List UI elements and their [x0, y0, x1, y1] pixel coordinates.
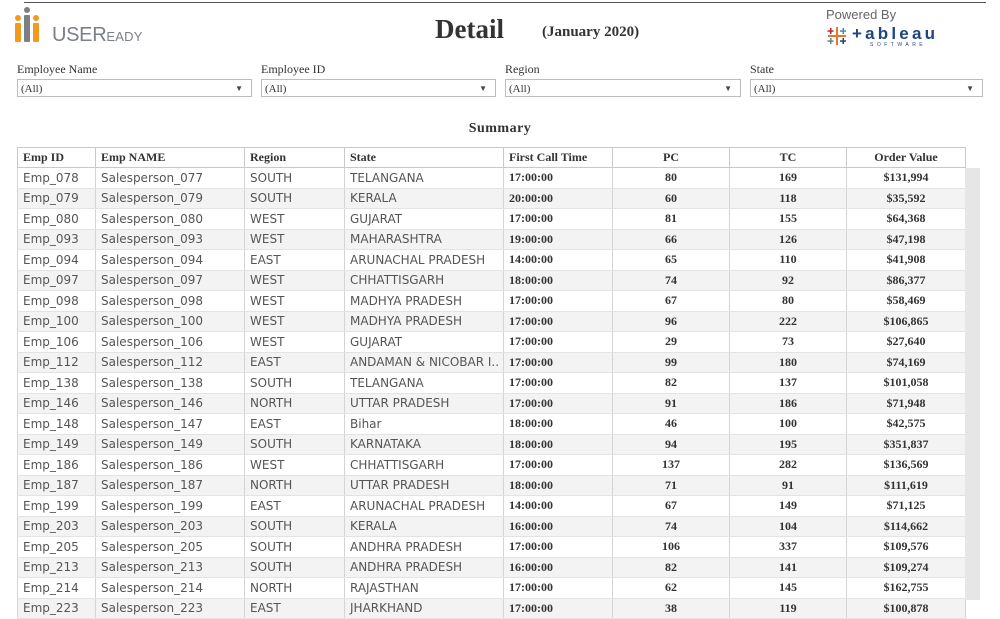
cell-tc: 118 [730, 188, 847, 209]
cell-emp-name: Salesperson_097 [96, 270, 245, 291]
cell-first-call-time: 16:00:00 [504, 557, 613, 578]
cell-order-value: $162,755 [847, 578, 966, 599]
cell-emp-id: Emp_213 [18, 557, 96, 578]
summary-title: Summary [468, 121, 532, 136]
table-row[interactable] [18, 434, 966, 455]
cell-tc: 137 [730, 373, 847, 394]
cell-region: EAST [245, 496, 345, 517]
chevron-down-icon: ▼ [966, 84, 974, 93]
cell-region: SOUTH [245, 168, 345, 189]
cell-emp-id: Emp_112 [18, 352, 96, 373]
cell-state: ARUNACHAL PRADESH [345, 250, 504, 271]
cell-region: NORTH [245, 475, 345, 496]
cell-pc: 60 [613, 188, 730, 209]
cell-tc: 337 [730, 537, 847, 558]
column-header-tc[interactable]: TC [730, 148, 847, 168]
filter-state [750, 62, 983, 97]
cell-state: UTTAR PRADESH [345, 475, 504, 496]
cell-first-call-time: 18:00:00 [504, 434, 613, 455]
cell-emp-name: Salesperson_147 [96, 414, 245, 435]
cell-pc: 91 [613, 393, 730, 414]
cell-emp-name: Salesperson_187 [96, 475, 245, 496]
cell-region: NORTH [245, 393, 345, 414]
cell-order-value: $100,878 [847, 598, 966, 619]
column-header-order-value[interactable]: Order Value [847, 148, 966, 168]
cell-emp-id: Emp_187 [18, 475, 96, 496]
cell-emp-id: Emp_079 [18, 188, 96, 209]
cell-state: MADHYA PRADESH [345, 311, 504, 332]
cell-order-value: $71,948 [847, 393, 966, 414]
cell-pc: 67 [613, 291, 730, 312]
cell-emp-name: Salesperson_149 [96, 434, 245, 455]
cell-first-call-time: 17:00:00 [504, 598, 613, 619]
cell-tc: 180 [730, 352, 847, 373]
cell-emp-id: Emp_078 [18, 168, 96, 189]
cell-pc: 62 [613, 578, 730, 599]
cell-first-call-time: 20:00:00 [504, 188, 613, 209]
table-body [18, 168, 966, 619]
cell-tc: 149 [730, 496, 847, 517]
cell-pc: 74 [613, 270, 730, 291]
cell-region: WEST [245, 270, 345, 291]
table-row[interactable] [18, 250, 966, 271]
tableau-software-label: SOFTWARE [870, 42, 927, 48]
cell-tc: 80 [730, 291, 847, 312]
table-row[interactable] [18, 352, 966, 373]
column-header-emp-id[interactable]: Emp ID [18, 148, 96, 168]
cell-order-value: $58,469 [847, 291, 966, 312]
cell-emp-name: Salesperson_106 [96, 332, 245, 353]
cell-tc: 282 [730, 455, 847, 476]
cell-emp-id: Emp_138 [18, 373, 96, 394]
cell-emp-id: Emp_146 [18, 393, 96, 414]
filter-employee-id [261, 62, 496, 97]
cell-region: SOUTH [245, 434, 345, 455]
cell-region: WEST [245, 332, 345, 353]
cell-state: CHHATTISGARH [345, 270, 504, 291]
cell-order-value: $351,837 [847, 434, 966, 455]
filter-employee-name [17, 62, 252, 97]
cell-first-call-time: 17:00:00 [504, 209, 613, 230]
cell-emp-name: Salesperson_205 [96, 537, 245, 558]
logo-text-main: USER [52, 24, 107, 46]
tableau-logo-icon [826, 25, 848, 47]
cell-pc: 74 [613, 516, 730, 537]
cell-emp-name: Salesperson_098 [96, 291, 245, 312]
filter-label: State [750, 62, 774, 76]
table-row[interactable] [18, 188, 966, 209]
cell-emp-name: Salesperson_186 [96, 455, 245, 476]
cell-emp-id: Emp_100 [18, 311, 96, 332]
powered-by-label: Powered By [826, 7, 897, 22]
cell-state: RAJASTHAN [345, 578, 504, 599]
useready-logo [12, 4, 182, 48]
cell-emp-name: Salesperson_077 [96, 168, 245, 189]
cell-region: EAST [245, 352, 345, 373]
cell-tc: 195 [730, 434, 847, 455]
cell-emp-id: Emp_186 [18, 455, 96, 476]
table-row[interactable] [18, 311, 966, 332]
table-row[interactable] [18, 414, 966, 435]
cell-emp-id: Emp_106 [18, 332, 96, 353]
cell-pc: 80 [613, 168, 730, 189]
cell-pc: 81 [613, 209, 730, 230]
cell-tc: 222 [730, 311, 847, 332]
cell-region: WEST [245, 229, 345, 250]
region-dropdown[interactable] [505, 79, 741, 97]
cell-region: EAST [245, 250, 345, 271]
cell-region: SOUTH [245, 188, 345, 209]
cell-emp-name: Salesperson_080 [96, 209, 245, 230]
cell-state: KERALA [345, 516, 504, 537]
cell-tc: 110 [730, 250, 847, 271]
cell-emp-name: Salesperson_094 [96, 250, 245, 271]
cell-emp-id: Emp_094 [18, 250, 96, 271]
employee-id-dropdown[interactable] [261, 79, 496, 97]
cell-state: KERALA [345, 188, 504, 209]
cell-tc: 126 [730, 229, 847, 250]
filter-label: Employee ID [261, 62, 326, 76]
cell-first-call-time: 18:00:00 [504, 414, 613, 435]
cell-region: SOUTH [245, 373, 345, 394]
chevron-down-icon: ▼ [479, 84, 487, 93]
page-subtitle: (January 2020) [542, 24, 640, 40]
cell-pc: 29 [613, 332, 730, 353]
table-row[interactable] [18, 516, 966, 537]
dropdown-value: (All) [754, 83, 776, 95]
cell-order-value: $106,865 [847, 311, 966, 332]
chevron-down-icon: ▼ [235, 84, 243, 93]
cell-emp-name: Salesperson_203 [96, 516, 245, 537]
cell-region: EAST [245, 414, 345, 435]
cell-pc: 67 [613, 496, 730, 517]
filter-label: Region [505, 62, 540, 76]
dropdown-value: (All) [509, 83, 531, 95]
column-header-emp-name[interactable]: Emp NAME [96, 148, 245, 168]
cell-pc: 106 [613, 537, 730, 558]
cell-state: GUJARAT [345, 209, 504, 230]
cell-order-value: $47,198 [847, 229, 966, 250]
cell-state: Bihar [345, 414, 504, 435]
table-row[interactable] [18, 496, 966, 517]
tableau-wordmark: +ableau [852, 24, 939, 43]
cell-first-call-time: 18:00:00 [504, 270, 613, 291]
cell-first-call-time: 17:00:00 [504, 373, 613, 394]
cell-emp-name: Salesperson_138 [96, 373, 245, 394]
cell-order-value: $111,619 [847, 475, 966, 496]
cell-state: UTTAR PRADESH [345, 393, 504, 414]
cell-pc: 94 [613, 434, 730, 455]
cell-emp-name: Salesperson_223 [96, 598, 245, 619]
dropdown-value: (All) [21, 83, 43, 95]
cell-emp-name: Salesperson_214 [96, 578, 245, 599]
cell-order-value: $131,994 [847, 168, 966, 189]
cell-first-call-time: 17:00:00 [504, 537, 613, 558]
cell-emp-name: Salesperson_199 [96, 496, 245, 517]
dropdown-value: (All) [265, 83, 287, 95]
cell-region: WEST [245, 455, 345, 476]
cell-order-value: $27,640 [847, 332, 966, 353]
cell-state: ANDAMAN & NICOBAR I.. [345, 352, 504, 373]
cell-tc: 145 [730, 578, 847, 599]
cell-state: ARUNACHAL PRADESH [345, 496, 504, 517]
table-row[interactable] [18, 455, 966, 476]
cell-tc: 100 [730, 414, 847, 435]
cell-emp-name: Salesperson_112 [96, 352, 245, 373]
filter-region [505, 62, 741, 97]
cell-pc: 82 [613, 373, 730, 394]
cell-tc: 92 [730, 270, 847, 291]
cell-pc: 71 [613, 475, 730, 496]
cell-region: SOUTH [245, 537, 345, 558]
cell-first-call-time: 17:00:00 [504, 352, 613, 373]
filter-label: Employee Name [17, 62, 98, 76]
cell-first-call-time: 17:00:00 [504, 393, 613, 414]
cell-pc: 65 [613, 250, 730, 271]
cell-state: KARNATAKA [345, 434, 504, 455]
cell-order-value: $114,662 [847, 516, 966, 537]
table-row[interactable] [18, 578, 966, 599]
cell-emp-name: Salesperson_213 [96, 557, 245, 578]
table-row[interactable] [18, 373, 966, 394]
cell-order-value: $136,569 [847, 455, 966, 476]
cell-state: JHARKHAND [345, 598, 504, 619]
cell-pc: 66 [613, 229, 730, 250]
column-header-region[interactable]: Region [245, 148, 345, 168]
cell-tc: 104 [730, 516, 847, 537]
page-title: Detail [435, 14, 504, 44]
cell-order-value: $74,169 [847, 352, 966, 373]
cell-emp-name: Salesperson_093 [96, 229, 245, 250]
table-row[interactable] [18, 168, 966, 189]
column-header-first-call-time[interactable]: First Call Time [504, 148, 613, 168]
table-header-row [18, 148, 966, 168]
cell-order-value: $71,125 [847, 496, 966, 517]
cell-order-value: $101,058 [847, 373, 966, 394]
cell-first-call-time: 17:00:00 [504, 291, 613, 312]
cell-pc: 96 [613, 311, 730, 332]
cell-pc: 99 [613, 352, 730, 373]
cell-region: EAST [245, 598, 345, 619]
table-row[interactable] [18, 209, 966, 230]
cell-emp-id: Emp_080 [18, 209, 96, 230]
cell-order-value: $35,592 [847, 188, 966, 209]
cell-first-call-time: 17:00:00 [504, 332, 613, 353]
cell-state: MADHYA PRADESH [345, 291, 504, 312]
cell-order-value: $64,368 [847, 209, 966, 230]
cell-tc: 186 [730, 393, 847, 414]
cell-first-call-time: 17:00:00 [504, 311, 613, 332]
logo-text-small: EADY [106, 29, 143, 44]
cell-first-call-time: 14:00:00 [504, 496, 613, 517]
cell-state: GUJARAT [345, 332, 504, 353]
cell-order-value: $109,274 [847, 557, 966, 578]
cell-tc: 155 [730, 209, 847, 230]
table-row[interactable] [18, 291, 966, 312]
cell-state: CHHATTISGARH [345, 455, 504, 476]
cell-order-value: $109,576 [847, 537, 966, 558]
employee-name-dropdown[interactable] [17, 79, 252, 97]
vertical-scrollbar[interactable] [965, 168, 980, 600]
table-row[interactable] [18, 270, 966, 291]
chevron-down-icon: ▼ [724, 84, 732, 93]
column-header-pc[interactable]: PC [613, 148, 730, 168]
cell-first-call-time: 17:00:00 [504, 455, 613, 476]
cell-tc: 119 [730, 598, 847, 619]
table-row[interactable] [18, 332, 966, 353]
cell-pc: 46 [613, 414, 730, 435]
cell-order-value: $86,377 [847, 270, 966, 291]
cell-emp-name: Salesperson_100 [96, 311, 245, 332]
cell-emp-name: Salesperson_146 [96, 393, 245, 414]
cell-emp-id: Emp_098 [18, 291, 96, 312]
cell-first-call-time: 19:00:00 [504, 229, 613, 250]
cell-pc: 38 [613, 598, 730, 619]
summary-table [17, 147, 966, 619]
table-row[interactable] [18, 393, 966, 414]
cell-first-call-time: 14:00:00 [504, 250, 613, 271]
table-row[interactable] [18, 537, 966, 558]
cell-emp-id: Emp_214 [18, 578, 96, 599]
cell-emp-id: Emp_203 [18, 516, 96, 537]
cell-tc: 141 [730, 557, 847, 578]
cell-region: SOUTH [245, 516, 345, 537]
cell-state: TELANGANA [345, 373, 504, 394]
cell-state: ANDHRA PRADESH [345, 537, 504, 558]
cell-region: SOUTH [245, 557, 345, 578]
cell-region: WEST [245, 291, 345, 312]
cell-region: WEST [245, 311, 345, 332]
top-divider [24, 2, 986, 3]
cell-emp-id: Emp_149 [18, 434, 96, 455]
table-row[interactable] [18, 475, 966, 496]
cell-emp-id: Emp_223 [18, 598, 96, 619]
cell-first-call-time: 17:00:00 [504, 578, 613, 599]
cell-emp-id: Emp_205 [18, 537, 96, 558]
table-row[interactable] [18, 598, 966, 619]
cell-first-call-time: 18:00:00 [504, 475, 613, 496]
useready-logo-icon [12, 4, 48, 44]
table-row[interactable] [18, 229, 966, 250]
cell-emp-name: Salesperson_079 [96, 188, 245, 209]
cell-pc: 137 [613, 455, 730, 476]
cell-first-call-time: 17:00:00 [504, 168, 613, 189]
cell-emp-id: Emp_097 [18, 270, 96, 291]
cell-emp-id: Emp_199 [18, 496, 96, 517]
cell-region: WEST [245, 209, 345, 230]
cell-state: MAHARASHTRA [345, 229, 504, 250]
cell-tc: 169 [730, 168, 847, 189]
column-header-state[interactable]: State [345, 148, 504, 168]
cell-emp-id: Emp_148 [18, 414, 96, 435]
cell-emp-id: Emp_093 [18, 229, 96, 250]
cell-pc: 82 [613, 557, 730, 578]
cell-region: NORTH [245, 578, 345, 599]
state-dropdown[interactable] [750, 79, 983, 97]
cell-state: ANDHRA PRADESH [345, 557, 504, 578]
cell-tc: 73 [730, 332, 847, 353]
cell-order-value: $41,908 [847, 250, 966, 271]
summary-table-container [17, 147, 965, 616]
cell-order-value: $42,575 [847, 414, 966, 435]
cell-tc: 91 [730, 475, 847, 496]
cell-first-call-time: 16:00:00 [504, 516, 613, 537]
table-row[interactable] [18, 557, 966, 578]
cell-state: TELANGANA [345, 168, 504, 189]
